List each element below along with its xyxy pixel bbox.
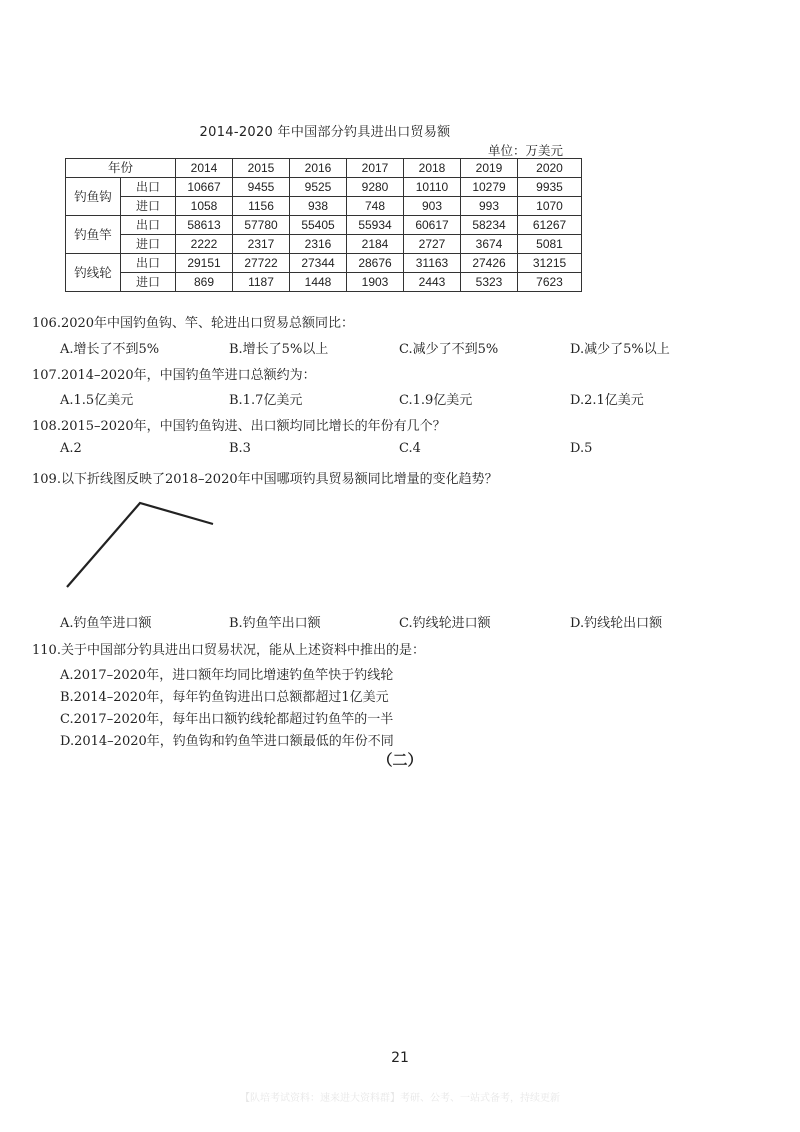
value-cell: 1187 <box>233 273 290 292</box>
year-header: 年份 <box>66 159 176 178</box>
row-type: 出口 <box>121 178 176 197</box>
group-label: 钓线轮 <box>66 254 121 292</box>
value-cell: 5323 <box>461 273 518 292</box>
table-row <box>66 254 582 273</box>
option-d[interactable]: D.钓线轮出口额 <box>570 616 663 631</box>
option-a[interactable]: A.钓鱼竿进口额 <box>60 616 152 631</box>
table-title: 2014-2020 年中国部分钓具进出口贸易额 <box>199 125 451 140</box>
option-b[interactable]: B.2014–2020年，每年钓鱼钩进出口总额都超过1亿美元 <box>60 690 389 705</box>
option-c[interactable]: C.减少了不到5% <box>399 342 499 357</box>
year-cell: 2020 <box>518 159 582 178</box>
question-108: 108.2015–2020年，中国钓鱼钩进、出口额均同比增长的年份有几个？ <box>32 419 446 434</box>
value-cell: 9935 <box>518 178 582 197</box>
value-cell: 2316 <box>290 235 347 254</box>
option-d[interactable]: D.2.1亿美元 <box>570 393 644 408</box>
option-b[interactable]: B.3 <box>229 441 251 456</box>
value-cell: 28676 <box>347 254 404 273</box>
option-a[interactable]: A.增长了不到5% <box>60 342 160 357</box>
row-type: 出口 <box>121 254 176 273</box>
value-cell: 1070 <box>518 197 582 216</box>
year-cell: 2018 <box>404 159 461 178</box>
value-cell: 58613 <box>176 216 233 235</box>
value-cell: 61267 <box>518 216 582 235</box>
value-cell: 58234 <box>461 216 518 235</box>
value-cell: 2443 <box>404 273 461 292</box>
year-cell: 2014 <box>176 159 233 178</box>
trend-line <box>67 503 213 587</box>
option-a[interactable]: A.2017–2020年，进口额年均同比增速钓鱼竿快于钓线轮 <box>60 668 394 683</box>
value-cell: 60617 <box>404 216 461 235</box>
year-cell: 2019 <box>461 159 518 178</box>
trend-line-figure <box>60 497 220 592</box>
row-type: 进口 <box>121 273 176 292</box>
value-cell: 31215 <box>518 254 582 273</box>
year-cell: 2016 <box>290 159 347 178</box>
value-cell: 29151 <box>176 254 233 273</box>
option-d[interactable]: D.减少了5%以上 <box>570 342 670 357</box>
value-cell: 2222 <box>176 235 233 254</box>
year-cell: 2017 <box>347 159 404 178</box>
question-110: 110.关于中国部分钓具进出口贸易状况，能从上述资料中推出的是： <box>32 643 425 658</box>
value-cell: 2317 <box>233 235 290 254</box>
option-d[interactable]: D.2014–2020年，钓鱼钩和钓鱼竿进口额最低的年份不同 <box>60 734 394 749</box>
value-cell: 9525 <box>290 178 347 197</box>
option-a[interactable]: A.2 <box>60 441 82 456</box>
value-cell: 55934 <box>347 216 404 235</box>
year-cell: 2015 <box>233 159 290 178</box>
value-cell: 1448 <box>290 273 347 292</box>
group-label: 钓鱼钩 <box>66 178 121 216</box>
value-cell: 7623 <box>518 273 582 292</box>
page-number: 21 <box>391 1050 409 1066</box>
table-unit: 单位：万美元 <box>488 143 564 158</box>
table-header-row <box>66 159 582 178</box>
value-cell: 869 <box>176 273 233 292</box>
value-cell: 10110 <box>404 178 461 197</box>
value-cell: 1903 <box>347 273 404 292</box>
question-109: 109.以下折线图反映了2018–2020年中国哪项钓具贸易额同比增量的变化趋势？ <box>32 472 498 487</box>
option-c[interactable]: C.1.9亿美元 <box>399 393 473 408</box>
table-row <box>66 216 582 235</box>
option-b[interactable]: B.增长了5%以上 <box>229 342 329 357</box>
table-row <box>66 197 582 216</box>
question-107: 107.2014–2020年，中国钓鱼竿进口总额约为： <box>32 368 316 383</box>
option-b[interactable]: B.钓鱼竿出口额 <box>229 616 321 631</box>
value-cell: 9280 <box>347 178 404 197</box>
value-cell: 55405 <box>290 216 347 235</box>
value-cell: 3674 <box>461 235 518 254</box>
value-cell: 5081 <box>518 235 582 254</box>
value-cell: 31163 <box>404 254 461 273</box>
row-type: 出口 <box>121 216 176 235</box>
value-cell: 57780 <box>233 216 290 235</box>
option-c[interactable]: C.2017–2020年，每年出口额钓线轮都超过钓鱼竿的一半 <box>60 712 394 727</box>
value-cell: 27344 <box>290 254 347 273</box>
value-cell: 27722 <box>233 254 290 273</box>
value-cell: 993 <box>461 197 518 216</box>
value-cell: 10667 <box>176 178 233 197</box>
value-cell: 2184 <box>347 235 404 254</box>
section-label: （二） <box>377 751 423 769</box>
option-c[interactable]: C.钓线轮进口额 <box>399 616 491 631</box>
value-cell: 1156 <box>233 197 290 216</box>
table-row <box>66 273 582 292</box>
value-cell: 1058 <box>176 197 233 216</box>
table-row <box>66 235 582 254</box>
trade-table <box>65 158 582 292</box>
option-a[interactable]: A.1.5亿美元 <box>60 393 134 408</box>
footer-watermark: 【队培考试资料：速来进大资料群】考研、公考、一站式备考，持续更新 <box>240 1093 560 1104</box>
option-c[interactable]: C.4 <box>399 441 421 456</box>
value-cell: 2727 <box>404 235 461 254</box>
value-cell: 9455 <box>233 178 290 197</box>
row-type: 进口 <box>121 197 176 216</box>
value-cell: 10279 <box>461 178 518 197</box>
group-label: 钓鱼竿 <box>66 216 121 254</box>
question-106: 106.2020年中国钓鱼钩、竿、轮进出口贸易总额同比： <box>32 316 355 331</box>
option-b[interactable]: B.1.7亿美元 <box>229 393 303 408</box>
value-cell: 27426 <box>461 254 518 273</box>
table-row <box>66 178 582 197</box>
value-cell: 903 <box>404 197 461 216</box>
value-cell: 748 <box>347 197 404 216</box>
value-cell: 938 <box>290 197 347 216</box>
option-d[interactable]: D.5 <box>570 441 593 456</box>
row-type: 进口 <box>121 235 176 254</box>
